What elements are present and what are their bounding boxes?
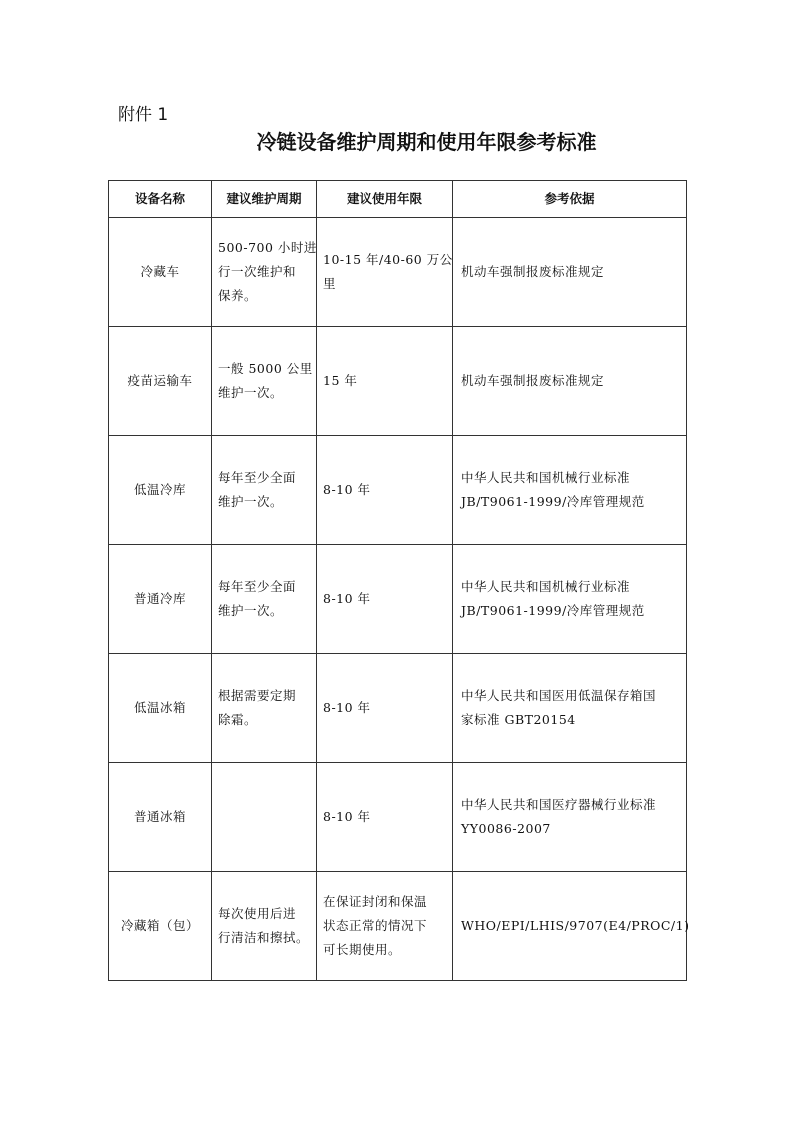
cell-text-line: 中华人民共和国医用低温保存箱国	[461, 688, 657, 703]
cell-text-line: JB/T9061-1999/冷库管理规范	[461, 603, 645, 618]
maintenance-cycle-cell	[212, 218, 317, 327]
cell-text-line: 冷藏箱（包）	[120, 918, 199, 933]
cell-text-line: 机动车强制报废标准规定	[461, 264, 605, 279]
table-header-row	[109, 181, 687, 218]
cell-text-line: 中华人民共和国医疗器械行业标准	[461, 797, 657, 812]
header-service-life: 建议使用年限	[317, 181, 453, 218]
table-row	[109, 218, 687, 327]
cell-text-line: 维护一次。	[218, 494, 284, 509]
cell-text-line: 行清洁和擦拭。	[218, 930, 310, 945]
equipment-name-cell	[109, 436, 212, 545]
cell-text-line: 一般 5000 公里	[218, 361, 313, 376]
header-reference-basis: 参考依据	[453, 181, 687, 218]
header-maintenance-cycle: 建议维护周期	[212, 181, 317, 218]
cell-text-line: 里	[323, 276, 337, 291]
standards-table	[108, 180, 690, 981]
cell-text-line: 8-10 年	[323, 700, 371, 715]
cell-text-line: 中华人民共和国机械行业标准	[461, 470, 631, 485]
equipment-name-cell	[109, 763, 212, 872]
maintenance-cycle-cell	[212, 763, 317, 872]
maintenance-cycle-cell	[212, 436, 317, 545]
reference-basis-cell	[453, 872, 690, 981]
cell-text-line: 15 年	[323, 373, 358, 388]
reference-basis-cell	[453, 545, 687, 654]
maintenance-cycle-cell	[212, 872, 317, 981]
reference-basis-cell	[453, 327, 687, 436]
cell-text-line: 冷藏车	[140, 264, 180, 279]
table-row	[109, 763, 687, 872]
cell-text-line: 普通冷库	[133, 591, 186, 606]
cell-text-line: 可长期使用。	[323, 942, 402, 957]
cell-text-line: 每年至少全面	[218, 470, 297, 485]
table-row	[109, 327, 687, 436]
service-life-cell	[317, 763, 453, 872]
service-life-cell	[317, 327, 453, 436]
table-row	[109, 545, 687, 654]
cell-text-line: 低温冰箱	[133, 700, 186, 715]
cell-text-line: 家标准 GBT20154	[461, 712, 576, 727]
header-equipment-name: 设备名称	[109, 181, 212, 218]
table-row	[109, 872, 687, 981]
maintenance-cycle-cell	[212, 327, 317, 436]
cell-text-line: 每年至少全面	[218, 579, 297, 594]
cell-text-line: JB/T9061-1999/冷库管理规范	[461, 494, 645, 509]
cell-text-line: 根据需要定期	[218, 688, 297, 703]
maintenance-cycle-cell	[212, 654, 317, 763]
service-life-cell	[317, 545, 453, 654]
cell-text-line: 8-10 年	[323, 591, 371, 606]
cell-text-line: 在保证封闭和保温	[323, 894, 428, 909]
table-row	[109, 436, 687, 545]
service-life-cell	[317, 872, 453, 981]
reference-basis-cell	[453, 218, 687, 327]
equipment-name-cell	[109, 654, 212, 763]
maintenance-cycle-cell	[212, 545, 317, 654]
document-title: 冷链设备维护周期和使用年限参考标准	[256, 130, 597, 154]
cell-text-line: 维护一次。	[218, 603, 284, 618]
cell-text-line: 中华人民共和国机械行业标准	[461, 579, 631, 594]
cell-text-line: 维护一次。	[218, 385, 284, 400]
cell-text-line: 行一次维护和	[218, 264, 297, 279]
equipment-name-cell	[109, 327, 212, 436]
service-life-cell	[317, 436, 453, 545]
equipment-name-cell	[109, 218, 212, 327]
equipment-name-cell	[109, 545, 212, 654]
cell-text-line: 除霜。	[218, 712, 258, 727]
attachment-label: 附件 1	[118, 105, 169, 125]
cell-text-line: 10-15 年/40-60 万公	[323, 252, 453, 267]
cell-text-line: 500-700 小时进	[218, 240, 317, 255]
cell-text-line: 机动车强制报废标准规定	[461, 373, 605, 388]
cell-text-line: 8-10 年	[323, 809, 371, 824]
cell-text-line: 疫苗运输车	[127, 373, 193, 388]
reference-basis-cell	[453, 654, 687, 763]
service-life-cell	[317, 654, 453, 763]
equipment-name-cell	[109, 872, 212, 981]
table-row	[109, 654, 687, 763]
service-life-cell	[317, 218, 453, 327]
cell-text-line: 普通冰箱	[133, 809, 186, 824]
cell-text-line: 保养。	[218, 288, 258, 303]
cell-text-line: 每次使用后进	[218, 906, 297, 921]
cell-text-line: 低温冷库	[133, 482, 186, 497]
reference-basis-cell	[453, 436, 687, 545]
reference-basis-cell	[453, 763, 687, 872]
cell-text-line: WHO/EPI/LHIS/9707(E4/PROC/1)	[461, 918, 690, 933]
cell-text-line: 8-10 年	[323, 482, 371, 497]
cell-text-line: 状态正常的情况下	[323, 918, 428, 933]
cell-text-line: YY0086-2007	[461, 821, 551, 836]
